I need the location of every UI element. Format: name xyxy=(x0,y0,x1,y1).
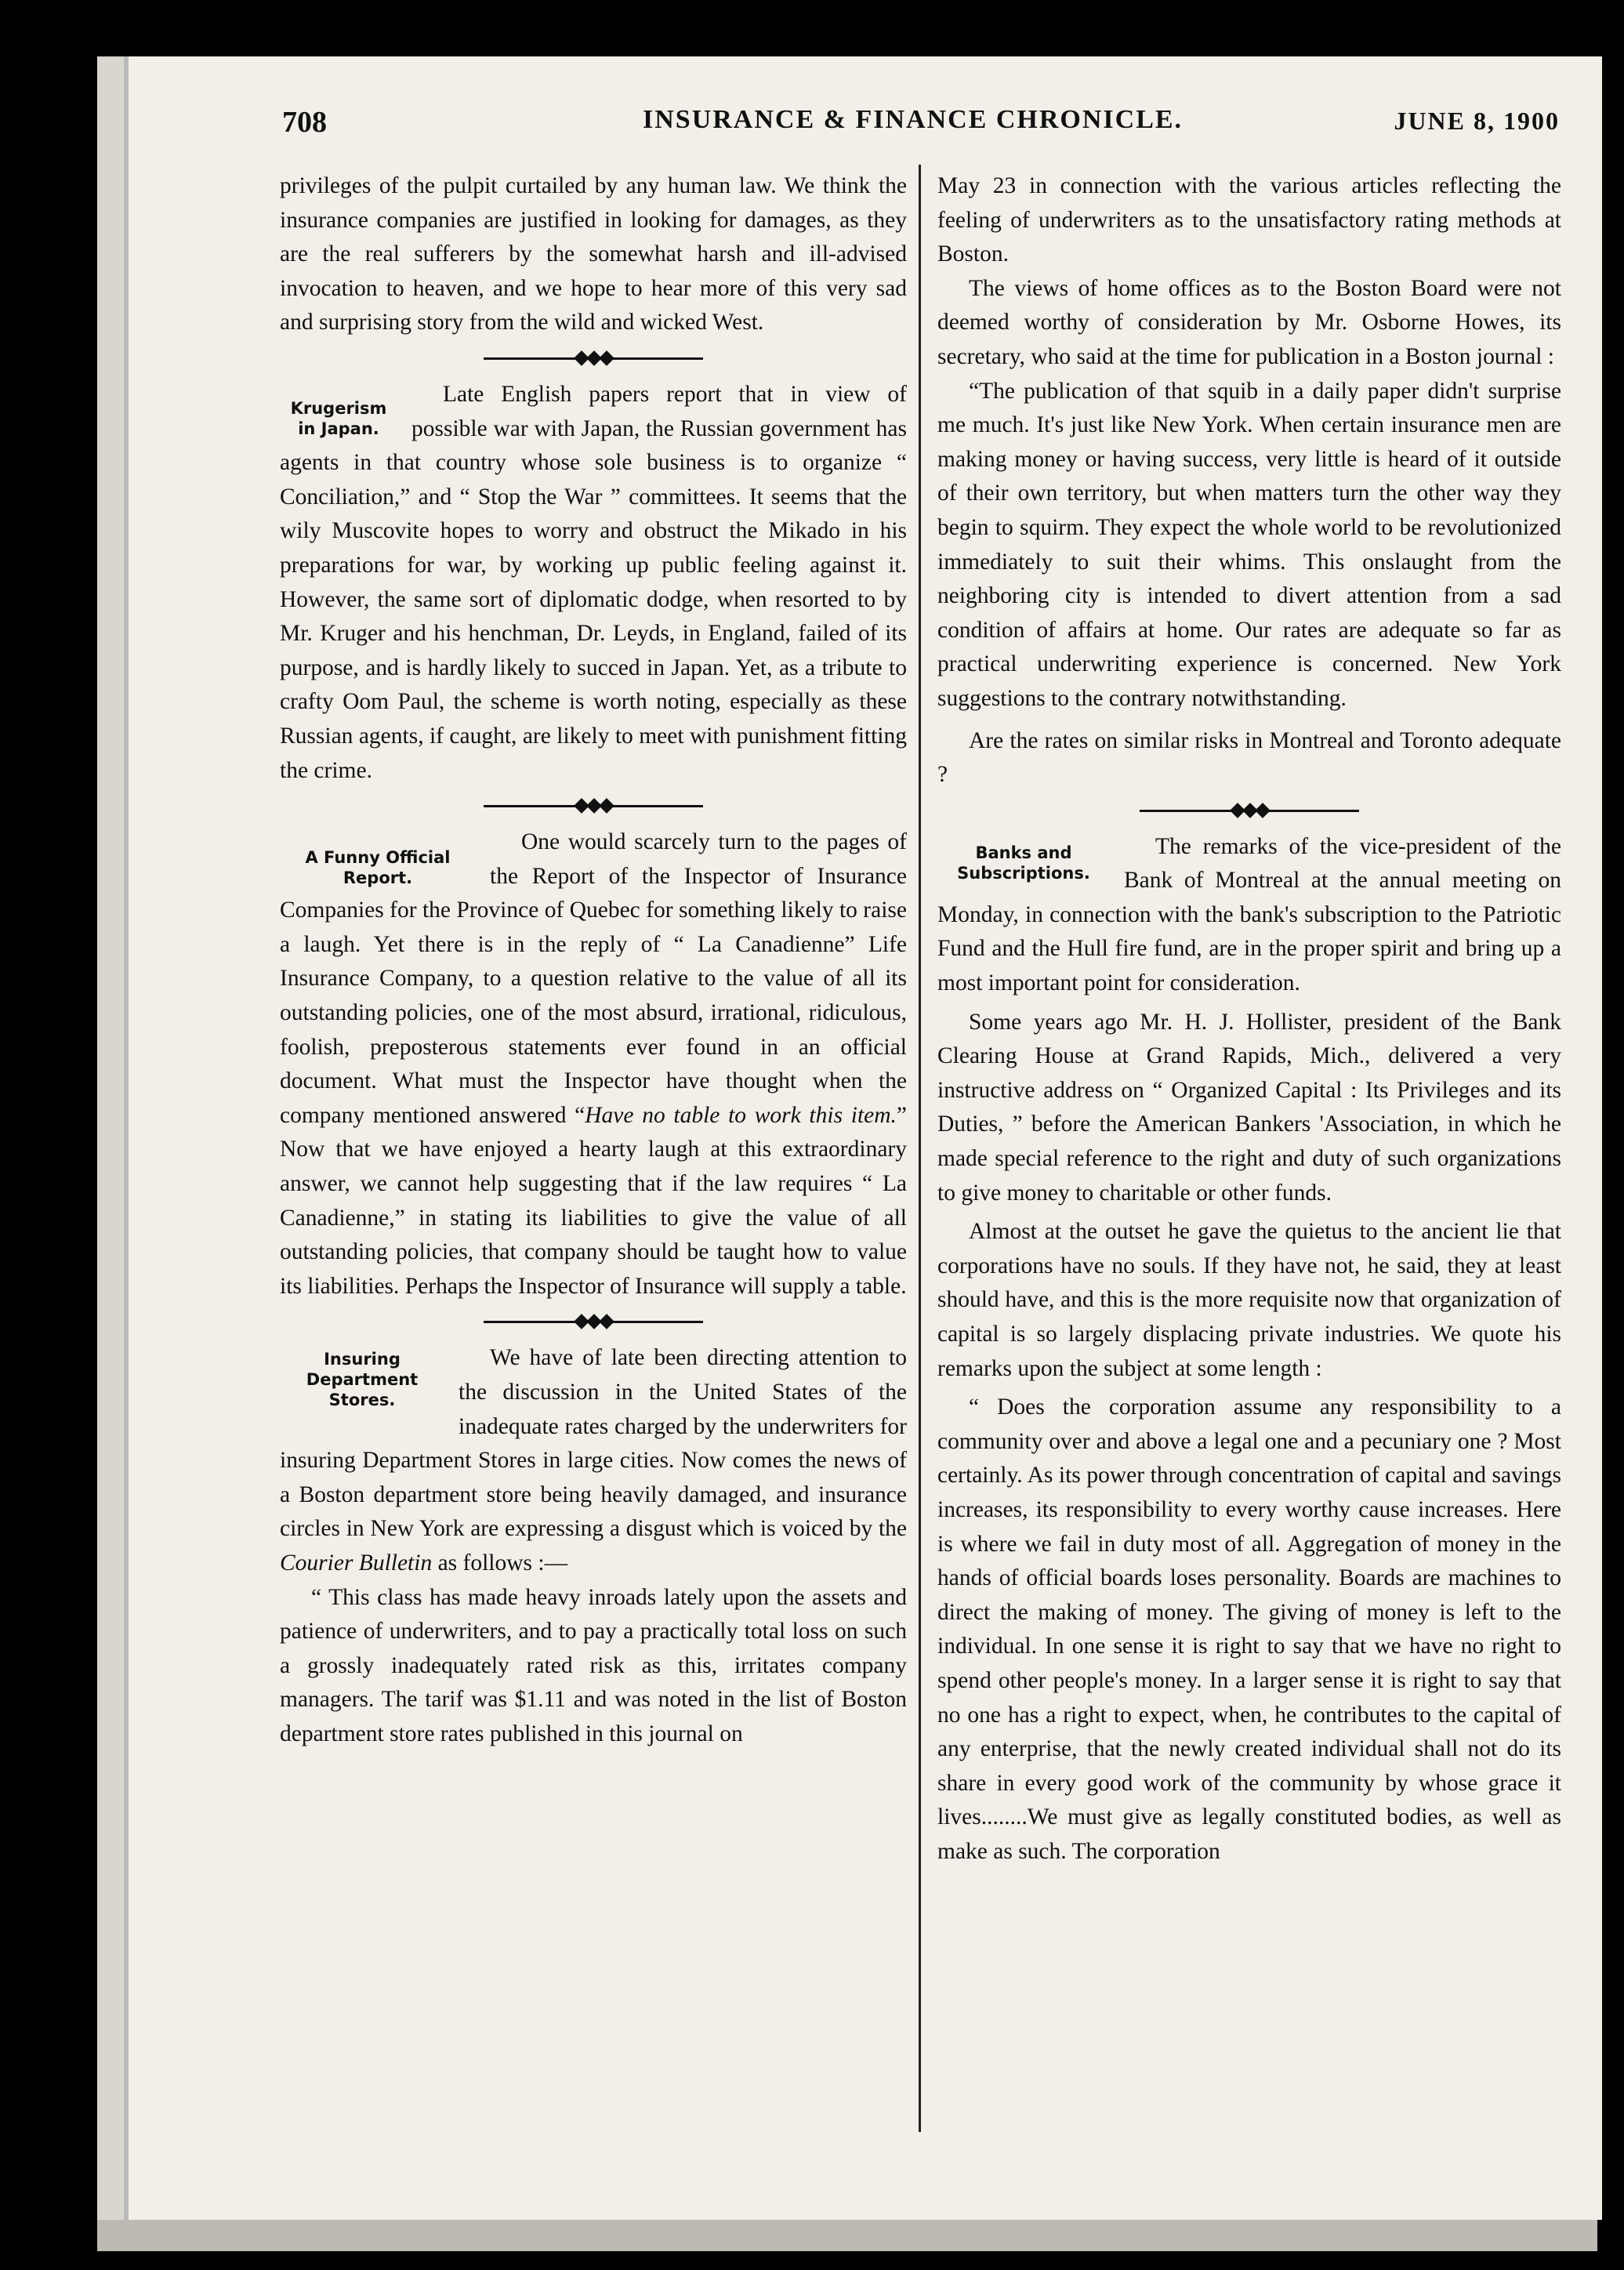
side-heading-banks: Banks and Subscriptions. xyxy=(957,843,1090,883)
paragraph: Almost at the outset he gave the quietus to the ancient lie that corporations have no souls. If they have not, he said, they at least should have, and this is the more requisite now that organization of capital is so largely displacing private industries. We quote his remarks upon the subject at some length : xyxy=(937,1219,1561,1381)
section-ornament xyxy=(484,797,703,814)
quotation-paragraph: “ This class has made heavy inroads lately upon the assets and patience of underwriters, and to pay a practically total loss on such a grossly inadequately rated risk as this, irritates company managers. The tarif was $1.11 and was noted in the list of Boston department store rates published in this journal on xyxy=(280,1584,907,1746)
paragraph: The views of home offices as to the Boston Board were not deemed worthy of consideration by Mr. Osborne Howes, its secretary, who said at the time for publication in a Boston journal : xyxy=(937,275,1561,369)
paragraph: May 23 in connection with the various articles reflecting the feeling of underwriters as to the unsatisfactory rating methods at Boston. xyxy=(937,173,1561,267)
section-ornament xyxy=(1140,802,1359,819)
binding-edge xyxy=(97,56,124,2220)
page-number: 708 xyxy=(282,106,327,139)
paragraph: We have of late been directing attention to the discussion in the United States of the inadequate rates charged by the underwriters for insuring Department Stores in large cities. Now comes the news of a Boston department store being heavily damaged, and insurance circles in New York are expressing a disgust which is voiced by the Courier Bulletin as follows :— xyxy=(280,1345,907,1576)
paragraph: Are the rates on similar risks in Montreal and Toronto adequate ? xyxy=(937,727,1561,788)
side-heading-funny-report: A Funny Official Report. xyxy=(305,848,451,888)
journal-title: INSURANCE & FINANCE CHRONICLE. xyxy=(643,105,1184,134)
quotation-paragraph: “ Does the corporation assume any responsibility to a community over and above a legal one and a pecuniary one ? Most certainly. As its power through concentration of capital and savings increases, its responsibility to every worthy cause increases. Here is where we fail in duty most of all. Aggregation of money in the hands of official boards loses personality. Boards are machines to direct the making of money. The giving of money is left to the individual. In one sense it is right to say that we have no right to spend other people's money. In a larger sense it is right to say that no one has a right to expect, when, he contributes to the capital of any enterprise, that the newly created individual shall not do its share in every good work of the community by whose grace it lives........We must give as legally constituted bodies, as well as make as such. The corporation xyxy=(937,1394,1561,1864)
paragraph: Late English papers report that in view of possible war with Japan, the Russian government has agents in that country whose sole business is to organize “ Conciliation,” and “ Stop the War ” committees. It seems that the wily Muscovite hopes to worry and obstruct the Mikado in his preparations for war, by working up public feeling against it. However, the same sort of diplomatic dodge, when resorted to by Mr. Kruger and his henchman, Dr. Leyds, in England, failed of its purpose, and is hardly likely to succed in Japan. Yet, as a tribute to crafty Oom Paul, the scheme is worth noting, especially as these Russian agents, if caught, are likely to meet with punishment fitting the crime. xyxy=(280,381,907,783)
right-column xyxy=(937,169,1561,1869)
paragraph: One would scarcely turn to the pages of the Report of the Inspector of Insurance Companies for the Province of Quebec for something likely to raise a laugh. Yet there is in the reply of “ La Canadienne” Life Insurance Company, to a question relative to the value of all its outstanding policies, one of the most absurd, irrational, ridiculous, foolish, preposterous statements ever found in an official document. What must the Inspector have thought when the company mentioned answered “Have no table to work this item.” Now that we have enjoyed a hearty laugh at this extraordinary answer, we cannot help suggesting that if the law requires “ La Canadienne,” in stating its liabilities to give the value of all outstanding policies, that company should be taught how to value its liabilities. Perhaps the Inspector of Insurance will supply a table. xyxy=(280,829,908,1299)
quoted-answer: Have no table to work this item. xyxy=(585,1102,897,1128)
running-head xyxy=(282,99,1575,146)
column-divider xyxy=(919,165,921,2132)
side-heading-department-stores: Insuring Department Stores. xyxy=(306,1350,419,1410)
issue-date: JUNE 8, 1900 xyxy=(1394,107,1560,135)
paragraph: privileges of the pulpit curtailed by any human law. We think the insurance companies are justified in looking for damages, as they are the real sufferers by the somewhat harsh and ill-advised invocation to heaven, and we hope to hear more of this very sad and surprising story from the wild and wicked West. xyxy=(280,173,907,335)
quotation-paragraph: “The publication of that squib in a daily paper didn't surprise me much. It's just like New York. When certain insurance men are making money or having success, very little is heard of it outside of their own territory, but when matters turn the other way they begin to squirm. They expect the whole world to be revolutionized immediately to suit their whims. This onslaught from the neighboring city is intended to divert attention from a sad condition of affairs at home. Our rates are adequate so far as practical underwriting experience is concerned. New York suggestions to the contrary notwithstanding. xyxy=(937,378,1561,711)
publication-name: Courier Bulletin xyxy=(280,1550,433,1576)
section-ornament xyxy=(484,350,703,367)
paragraph: The remarks of the vice-president of the Bank of Montreal at the annual meeting on Monday, in connection with the bank's subscription to the Patriotic Fund and the Hull fire fund, are in the proper spirit and bring up a most important point for consideration. xyxy=(937,833,1561,996)
page-bottom-edge xyxy=(97,2220,1597,2251)
left-column xyxy=(280,169,907,1752)
paragraph: Some years ago Mr. H. J. Hollister, president of the Bank Clearing House at Grand Rapids, Mich., delivered a very instructive address on “ Organized Capital : Its Privileges and its Duties, ” before the American Bankers 'Association, in which he made special reference to the right and duty of such organizations to give money to charitable or other funds. xyxy=(937,1009,1561,1206)
section-ornament xyxy=(484,1313,703,1330)
side-heading-krugerism: Krugerism in Japan. xyxy=(290,398,387,438)
